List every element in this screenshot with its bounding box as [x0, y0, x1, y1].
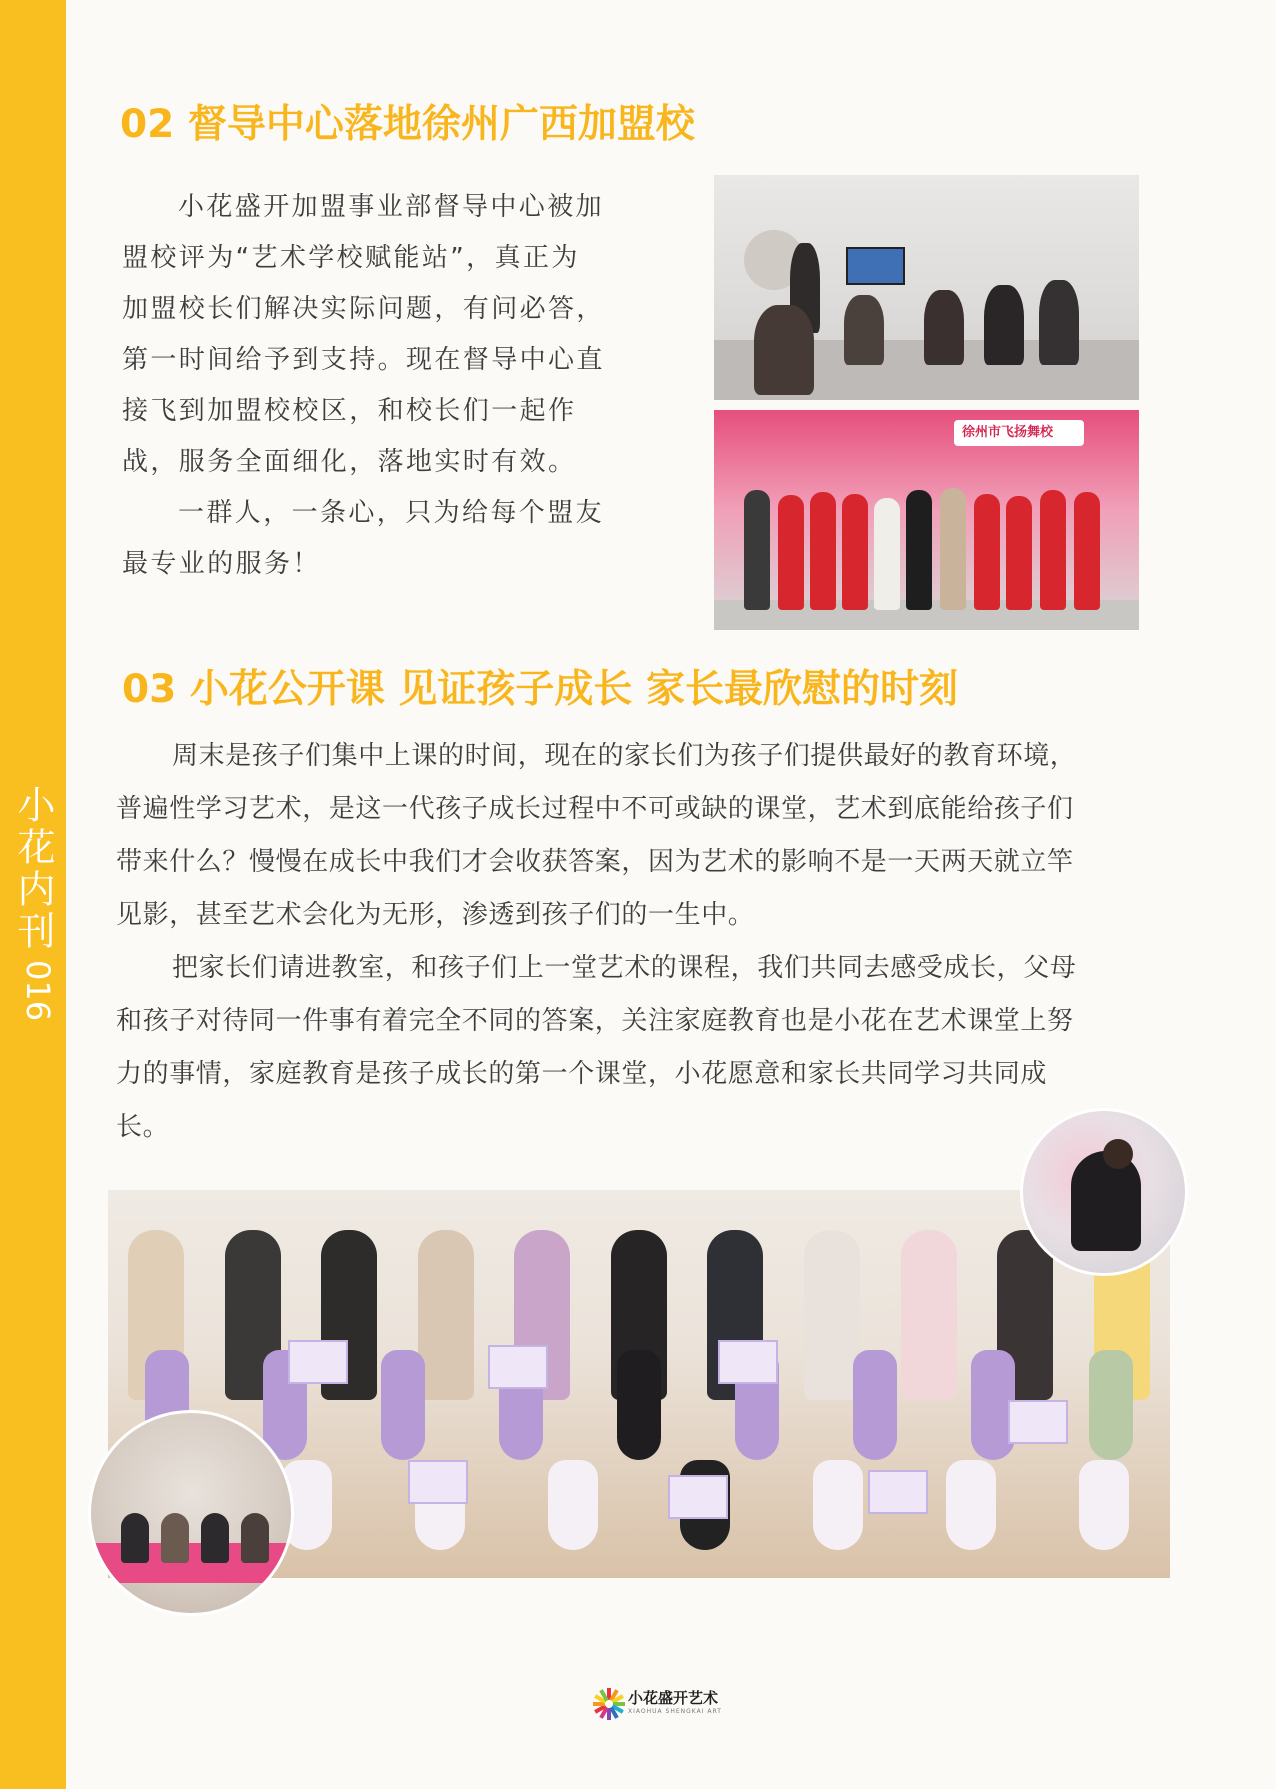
certificate: [288, 1340, 348, 1384]
audience-figure: [754, 305, 814, 395]
tv-screen: [846, 247, 905, 285]
certificate: [1008, 1400, 1068, 1444]
group-member: [974, 494, 1000, 610]
group-member: [874, 498, 900, 610]
brand-logo: [592, 1680, 722, 1728]
audience-figure: [924, 290, 964, 365]
hug-circle-photo: [1020, 1108, 1188, 1276]
body-line: 长。: [116, 1112, 170, 1142]
body-line: 力的事情，家庭教育是孩子成长的第一个课堂，小花愿意和家长共同学习共同成: [116, 1059, 1048, 1089]
group-member: [1040, 490, 1066, 610]
body-line: 最专业的服务！: [122, 549, 321, 579]
group-member: [1006, 496, 1032, 610]
group-member: [842, 494, 868, 610]
teacher-figure: [617, 1350, 661, 1460]
group-member: [778, 495, 804, 610]
brand-name: 小花盛开艺术: [628, 1689, 719, 1707]
group-member: [744, 490, 770, 610]
body-line: 加盟校长们解决实际问题，有问必答，: [122, 294, 605, 324]
seated-figure: [161, 1513, 189, 1563]
kid-figure: [853, 1350, 897, 1460]
kid-figure: [548, 1460, 598, 1550]
body-line: 接飞到加盟校校区，和校长们一起作: [122, 396, 577, 426]
seated-figure: [121, 1513, 149, 1563]
kid-figure: [381, 1350, 425, 1460]
group-member: [940, 488, 966, 610]
child-figure: [1103, 1139, 1133, 1169]
section-03-title: 03 小花公开课 见证孩子成长 家长最欣慰的时刻: [122, 667, 959, 712]
kid-figure: [1089, 1350, 1133, 1460]
kid-figure: [946, 1460, 996, 1550]
brand-subtitle: XIAOHUA SHENGKAI ART: [628, 1708, 722, 1715]
body-line: 把家长们请进教室，和孩子们上一堂艺术的课程，我们共同去感受成长，父母: [172, 953, 1077, 983]
group-member: [1074, 492, 1100, 610]
certificate: [668, 1475, 728, 1519]
body-line: 小花盛开加盟事业部督导中心被加: [178, 192, 605, 222]
group-member: [906, 490, 932, 610]
school-sign-text: 徐州市飞扬舞校: [962, 425, 1054, 440]
seated-figure: [241, 1513, 269, 1563]
certificate: [408, 1460, 468, 1504]
audience-figure: [984, 285, 1024, 365]
certificate: [718, 1340, 778, 1384]
body-line: 普遍性学习艺术，是这一代孩子成长过程中不可或缺的课堂，艺术到底能给孩子们: [116, 794, 1074, 824]
body-line: 第一时间给予到支持。现在督导中心直: [122, 345, 605, 375]
kid-figure: [1079, 1460, 1129, 1550]
school-sign: [954, 420, 1084, 446]
body-line: 战，服务全面细化，落地实时有效。: [122, 447, 577, 477]
audience-figure: [844, 295, 884, 365]
certificate: [868, 1470, 928, 1514]
section-02-body: [122, 182, 652, 590]
body-line: 盟校评为“艺术学校赋能站”，真正为: [122, 243, 580, 273]
magazine-name: 小花内刊: [11, 785, 55, 953]
meeting-room-photo: [714, 175, 1139, 400]
body-line: 和孩子对待同一件事有着完全不同的答案，关注家庭教育也是小花在艺术课堂上努: [116, 1006, 1074, 1036]
body-line: 一群人，一条心，只为给每个盟友: [178, 498, 605, 528]
school-group-photo: [714, 410, 1139, 630]
body-line: 见影，甚至艺术会化为无形，渗透到孩子们的一生中。: [116, 900, 755, 930]
page-number: 016: [19, 960, 57, 1022]
parent-figure: [1071, 1151, 1141, 1251]
classroom-circle-photo: [88, 1410, 294, 1616]
group-member: [810, 492, 836, 610]
audience-figure: [1039, 280, 1079, 365]
flower-logo-icon: [592, 1687, 626, 1721]
body-line: 带来什么？慢慢在成长中我们才会收获答案，因为艺术的影响不是一天两天就立竿: [116, 847, 1074, 877]
section-03-body: [116, 730, 1186, 1154]
kid-figure: [813, 1460, 863, 1550]
body-line: 周末是孩子们集中上课的时间，现在的家长们为孩子们提供最好的教育环境，: [172, 741, 1077, 771]
certificate: [488, 1345, 548, 1389]
section-02-title: 02 督导中心落地徐州广西加盟校: [120, 102, 695, 147]
seated-figure: [201, 1513, 229, 1563]
